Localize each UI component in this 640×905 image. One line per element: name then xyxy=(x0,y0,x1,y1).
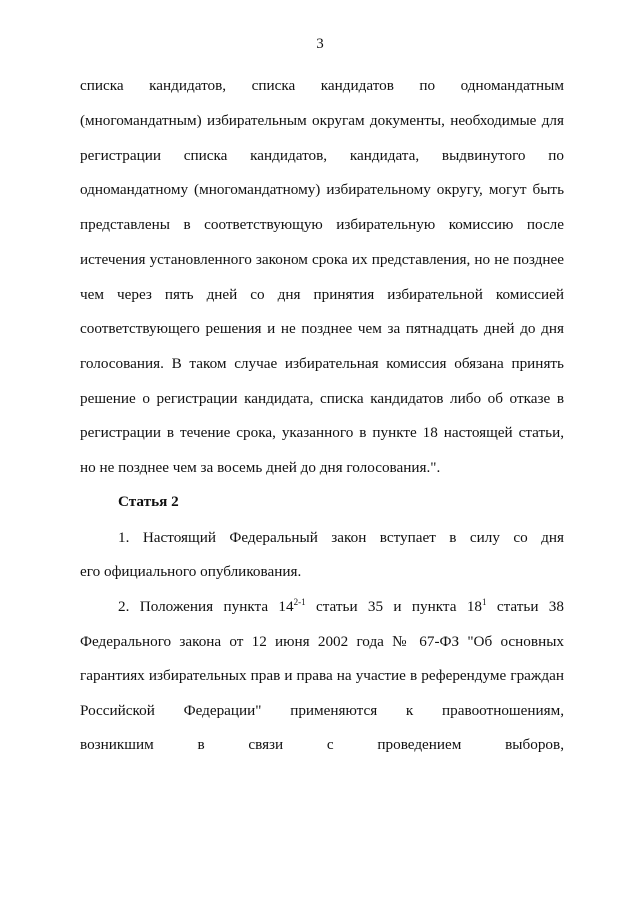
text-line: чем через пять дней со дня принятия избирательной комиссией xyxy=(80,286,564,303)
text-line: его официального опубликования. xyxy=(80,563,302,580)
text-fragment: 2. Положения пункта 14 xyxy=(118,598,294,615)
text-line: гарантиях избирательных прав и права на участие в референдуме граждан xyxy=(80,667,564,684)
text-line: решение о регистрации кандидата, списка кандидатов либо об отказе в xyxy=(80,390,564,407)
article-heading: Статья 2 xyxy=(118,493,179,510)
text-line-with-superscripts xyxy=(118,597,564,617)
text-line: возникшим в связи с проведением выборов, xyxy=(80,736,564,753)
text-fragment: статьи 38 xyxy=(486,598,564,615)
text-line: списка кандидатов, списка кандидатов по одномандатным xyxy=(80,77,564,94)
text-line: 1. Настоящий Федеральный закон вступает в силу со дня xyxy=(118,529,564,546)
superscript: 1 xyxy=(482,597,487,607)
text-line: голосования. В таком случае избирательная комиссия обязана принять xyxy=(80,355,564,372)
text-line: но не позднее чем за восемь дней до дня голосования.". xyxy=(80,459,441,476)
page-number: 3 xyxy=(316,36,324,52)
text-line: (многомандатным) избирательным округам документы, необходимые для xyxy=(80,112,564,129)
text-line: соответствующего решения и не позднее чем за пятнадцать дней до дня xyxy=(80,320,564,337)
text-line: регистрации в течение срока, указанного в пункте 18 настоящей статьи, xyxy=(80,424,564,441)
text-line: Федерального закона от 12 июня 2002 года № 67-ФЗ "Об основных xyxy=(80,633,564,650)
text-line: истечения установленного законом срока их представления, но не позднее xyxy=(80,251,564,268)
text-fragment: статьи 35 и пункта 18 xyxy=(305,598,483,615)
superscript: 2-1 xyxy=(293,597,306,607)
text-line: регистрации списка кандидатов, кандидата, выдвинутого по xyxy=(80,147,564,164)
text-line: Российской Федерации" применяются к правоотношениям, xyxy=(80,702,564,719)
text-line: представлены в соответствующую избирательную комиссию после xyxy=(80,216,564,233)
text-line: одномандатному (многомандатному) избирательному округу, могут быть xyxy=(80,181,564,198)
